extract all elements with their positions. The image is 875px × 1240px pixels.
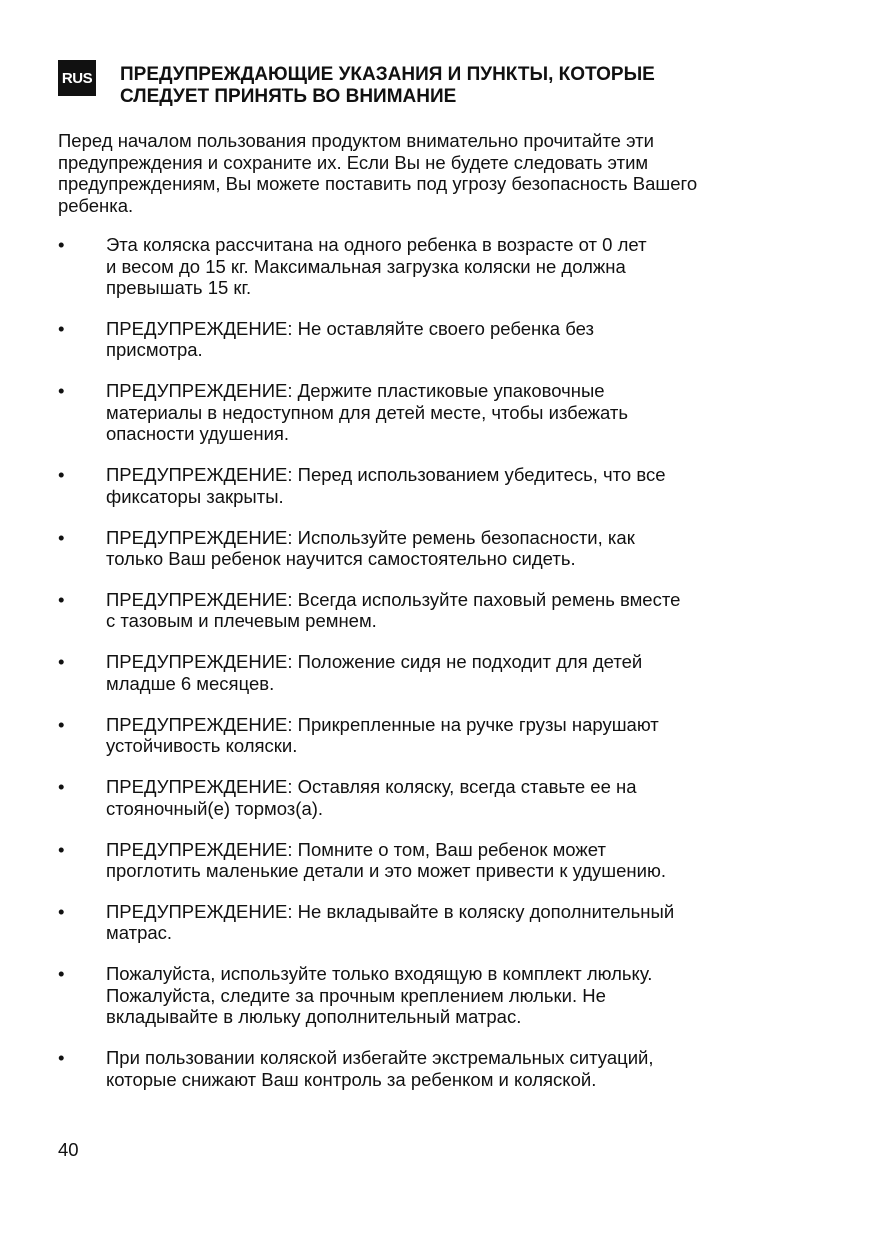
warning-text: Эта коляска рассчитана на одного ребенка в возрасте от 0 лет и весом до 15 кг. Максимальная загрузка коляски не должна превышать 15 кг.	[106, 234, 647, 298]
warning-item-1	[58, 234, 818, 299]
warning-item-11	[58, 901, 818, 944]
warning-item-6	[58, 589, 818, 632]
warning-item-10	[58, 839, 818, 882]
warning-item-9	[58, 776, 818, 819]
warning-text: ПРЕДУПРЕЖДЕНИЕ: Прикрепленные на ручке грузы нарушают устойчивость коляски.	[106, 713, 659, 757]
bullet-icon: •	[58, 464, 65, 486]
warning-item-12	[58, 963, 818, 1028]
warning-item-13	[58, 1047, 818, 1090]
bullet-icon: •	[58, 526, 65, 548]
warning-item-3	[58, 380, 818, 445]
warning-item-4	[58, 464, 818, 507]
warning-text: Пожалуйста, используйте только входящую в комплект люльку. Пожалуйста, следите за прочным креплением люльки. Не вкладывайте в люльку дополнительный матрас.	[106, 963, 653, 1028]
bullet-icon: •	[58, 713, 65, 735]
warnings-list	[58, 234, 818, 1110]
warning-item-8	[58, 714, 818, 757]
bullet-icon: •	[58, 317, 65, 339]
warning-text: ПРЕДУПРЕЖДЕНИЕ: Не вкладывайте в коляску дополнительный матрас.	[106, 900, 675, 944]
page-title: ПРЕДУПРЕЖДАЮЩИЕ УКАЗАНИЯ И ПУНКТЫ, КОТОРЫЕ СЛЕДУЕТ ПРИНЯТЬ ВО ВНИМАНИЕ	[120, 64, 655, 107]
bullet-icon: •	[58, 776, 65, 798]
warning-text: ПРЕДУПРЕЖДЕНИЕ: Не оставляйте своего ребенка без присмотра.	[106, 317, 594, 361]
bullet-icon: •	[58, 1047, 65, 1069]
warning-item-2	[58, 318, 818, 361]
intro-paragraph: Перед началом пользования продуктом внимательно прочитайте эти предупреждения и сохраните их. Если Вы не будете следовать этим предупреждениям, Вы можете поставить под угрозу безопасность Вашего ребенка.	[58, 130, 698, 216]
warning-item-5	[58, 527, 818, 570]
language-badge: RUS	[58, 60, 96, 96]
bullet-icon: •	[58, 651, 65, 673]
warning-text: ПРЕДУПРЕЖДЕНИЕ: Держите пластиковые упаковочные материалы в недоступном для детей месте, чтобы избежать опасности удушения.	[106, 380, 629, 445]
bullet-icon: •	[58, 900, 65, 922]
warning-text: При пользовании коляской избегайте экстремальных ситуаций, которые снижают Ваш контроль за ребенком и коляской.	[106, 1047, 654, 1090]
bullet-icon: •	[58, 234, 65, 255]
page-number: 40	[58, 1139, 79, 1160]
bullet-icon: •	[58, 588, 65, 610]
warning-item-7	[58, 651, 818, 694]
warning-text: ПРЕДУПРЕЖДЕНИЕ: Всегда используйте паховый ремень вместе с тазовым и плечевым ремнем.	[106, 588, 681, 632]
warning-text: ПРЕДУПРЕЖДЕНИЕ: Положение сидя не подходит для детей младше 6 месяцев.	[106, 651, 643, 694]
warning-text: ПРЕДУПРЕЖДЕНИЕ: Используйте ремень безопасности, как только Ваш ребенок научится самостоятельно сидеть.	[106, 526, 635, 570]
warning-text: ПРЕДУПРЕЖДЕНИЕ: Перед использованием убедитесь, что все фиксаторы закрыты.	[106, 464, 666, 507]
bullet-icon: •	[58, 380, 65, 402]
warning-text: ПРЕДУПРЕЖДЕНИЕ: Помните о том, Ваш ребенок может проглотить маленькие детали и это может привести к удушению.	[106, 838, 666, 882]
bullet-icon: •	[58, 838, 65, 860]
warning-text: ПРЕДУПРЕЖДЕНИЕ: Оставляя коляску, всегда ставьте ее на стояночный(е) тормоз(а).	[106, 776, 637, 819]
bullet-icon: •	[58, 963, 65, 985]
